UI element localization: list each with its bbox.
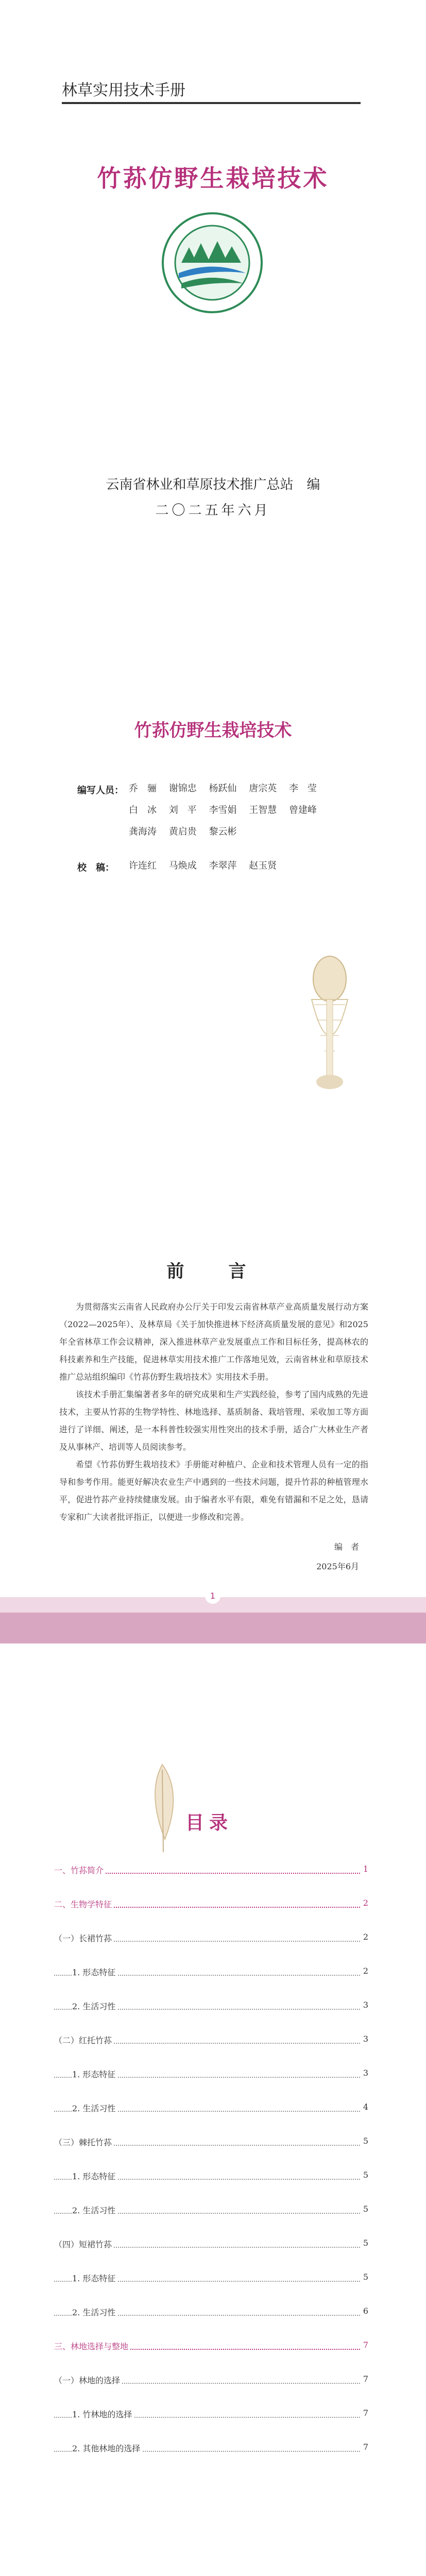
cover-title: 竹荪仿野生栽培技术: [97, 164, 329, 192]
reviewer-name: 许连红: [129, 860, 157, 871]
toc-title: 目录: [185, 1812, 233, 1834]
writer-name: 杨跃仙: [209, 783, 237, 794]
preface-date: 2025年6月: [316, 1562, 359, 1571]
toc-entry-label: 一、竹荪简介: [54, 1864, 106, 1876]
toc-entry-label: 1. 形态特征: [72, 2272, 117, 2284]
toc-entry-label: （一）长裙竹荪: [54, 1932, 114, 1944]
reviewer-name: 李翠萍: [209, 860, 237, 871]
toc-entry-page: 7: [361, 2442, 368, 2452]
preface-page: [0, 1149, 426, 1654]
toc-page-2: [0, 2540, 426, 2576]
toc-entry-label: 2. 生活习性: [72, 2204, 117, 2216]
toc-entry[interactable]: [54, 2102, 368, 2115]
writer-name: 黄启贵: [168, 826, 197, 837]
toc-entry-label: 1. 形态特征: [72, 1966, 117, 1978]
toc-entry-page: 5: [361, 2238, 368, 2248]
toc-entry-label: 1. 形态特征: [72, 2068, 117, 2080]
writer-name: 唐宗英: [249, 783, 277, 794]
toc-entry[interactable]: [54, 2204, 368, 2217]
toc-entry[interactable]: [54, 2170, 368, 2183]
preface-paragraph: 为贯彻落实云南省人民政府办公厅关于印发云南省林草产业高质量发展行动方案（2022—2025年）、及林草局《关于加快推进林下经济高质量发展的意见》和2025年全省林草工作会议精神，深入推进林草产业发展重点工作和目标任务，提高林农的科技素养和生产技能，促进林草实用技术推广工作落地见效，云南省林业和草原技术推广总站组织编印《竹荪仿野生栽培技术》实用技术手册。: [59, 1302, 368, 1382]
toc-entry-label: 二、生物学特征: [54, 1898, 114, 1910]
toc-entry-label: 2. 生活习性: [72, 2306, 117, 2318]
toc-entry-page: 7: [361, 2340, 368, 2350]
toc-entry-label: 2. 生活习性: [72, 2102, 117, 2114]
toc-entry-label: 1. 形态特征: [72, 2170, 117, 2182]
forestry-logo-icon: [161, 211, 264, 314]
writer-name: 李雪娟: [209, 805, 237, 816]
toc-entry-page: 4: [361, 2102, 368, 2112]
footer-band: [0, 1613, 426, 1643]
writer-name: 曾建峰: [288, 805, 317, 816]
authors-page: [0, 582, 426, 1128]
toc-entry[interactable]: [54, 2068, 368, 2081]
cover-page: [0, 0, 426, 562]
page-number: 1: [205, 1588, 220, 1604]
toc-entry-page: 5: [361, 2136, 368, 2146]
toc-entry[interactable]: [54, 2374, 368, 2387]
toc-entry-page: 7: [361, 2374, 368, 2384]
toc-entry-label: （三）棘托竹荪: [54, 2136, 114, 2148]
toc-entry-page: 5: [361, 2272, 368, 2282]
toc-entry-page: 3: [361, 2000, 368, 2010]
preface-title: 前 言: [166, 1261, 260, 1282]
toc-entry[interactable]: [54, 2000, 368, 2013]
toc-entry[interactable]: [54, 2442, 368, 2455]
cover-date: 二〇二五年六月: [155, 503, 271, 518]
toc-entry-label: 1. 竹林地的选择: [72, 2408, 134, 2420]
toc-entry[interactable]: [54, 2272, 368, 2285]
series-title: 林草实用技术手册: [62, 81, 185, 99]
toc-entry[interactable]: [54, 2034, 368, 2047]
toc-entry-page: 6: [361, 2306, 368, 2316]
toc-entry[interactable]: [54, 1966, 368, 1979]
writer-name: 乔 骊: [129, 783, 157, 794]
toc-entry-label: 2. 生活习性: [72, 2000, 117, 2012]
toc-entry-page: 2: [361, 1898, 368, 1908]
writer-name: 李 莹: [288, 783, 317, 794]
toc-entry-page: 5: [361, 2204, 368, 2214]
toc-entry[interactable]: [54, 1932, 368, 1945]
writer-name: 白 冰: [129, 805, 157, 816]
toc-entry-label: 三、林地选择与整地: [54, 2340, 130, 2352]
toc-entry-label: （一）林地的选择: [54, 2374, 122, 2386]
toc-entry[interactable]: [54, 2136, 368, 2149]
toc-entry[interactable]: [54, 1864, 368, 1877]
writer-name: 黎云彬: [209, 826, 237, 837]
writers-list: [129, 778, 366, 843]
toc-entry-page: 5: [361, 2170, 368, 2180]
preface-paragraph: 该技术手册汇集编著者多年的研究成果和生产实践经验，参考了国内成熟的先进技术，主要从竹荪的生物学特性、林地选择、基质制备、栽培管理、采收加工等方面进行了详细、阐述，是一本科普性较强实用性突出的技术手册，适合广大林业生产者及从事林产、培训等人员阅读参考。: [59, 1389, 368, 1452]
cover-organization: 云南省林业和草原技术推广总站 编: [106, 477, 320, 493]
toc-entry-page: 3: [361, 2068, 368, 2078]
toc-entry-label: （四）短裙竹荪: [54, 2238, 114, 2250]
preface-body: [59, 1298, 368, 1526]
toc-entry[interactable]: [54, 1898, 368, 1911]
toc-entry[interactable]: [54, 2340, 368, 2353]
preface-author: 编 者: [334, 1542, 359, 1552]
writer-name: 王智慧: [249, 805, 277, 816]
writers-label: 编写人员：: [77, 785, 124, 796]
reviewer-name: 赵玉贤: [249, 860, 277, 871]
toc-entry-page: 2: [361, 1932, 368, 1942]
toc-entry[interactable]: [54, 2408, 368, 2421]
writer-name: 谢锦忠: [168, 783, 197, 794]
toc-entry-page: 7: [361, 2408, 368, 2418]
series-underline: [62, 102, 361, 104]
preface-paragraph: 希望《竹荪仿野生栽培技术》手册能对种植户、企业和技术管理人员有一定的指导和参考作用。能更好解决农业生产中遇到的一些技术问题，提升竹荪的种植管理水平，促进竹荪产业持续健康发展。由于编者水平有限，难免有错漏和不足之处，恳请专家和广大读者批评指正，以便进一步修改和完善。: [59, 1460, 368, 1522]
toc-entry-label: （二）红托竹荪: [54, 2034, 114, 2046]
toc-entry-page: 3: [361, 2034, 368, 2044]
toc-entry-page: 1: [361, 1864, 368, 1874]
reviewer-name: 马焕成: [168, 860, 197, 871]
toc-entry[interactable]: [54, 2238, 368, 2251]
dictyophora-illustration-icon: [288, 943, 371, 1097]
toc-entry-page: 2: [361, 1966, 368, 1976]
toc-page-1: [0, 1674, 426, 2519]
writer-name: 龚海涛: [129, 826, 157, 837]
toc-entry[interactable]: [54, 2306, 368, 2319]
writer-name: 刘 平: [168, 805, 197, 816]
reviewers-label: 校 稿：: [77, 862, 114, 873]
inner-title: 竹荪仿野生栽培技术: [134, 720, 292, 741]
reviewers-list: [129, 855, 366, 877]
feather-decoration-icon: [137, 1762, 188, 1855]
toc-entry-label: 2. 其他林地的选择: [72, 2442, 142, 2454]
